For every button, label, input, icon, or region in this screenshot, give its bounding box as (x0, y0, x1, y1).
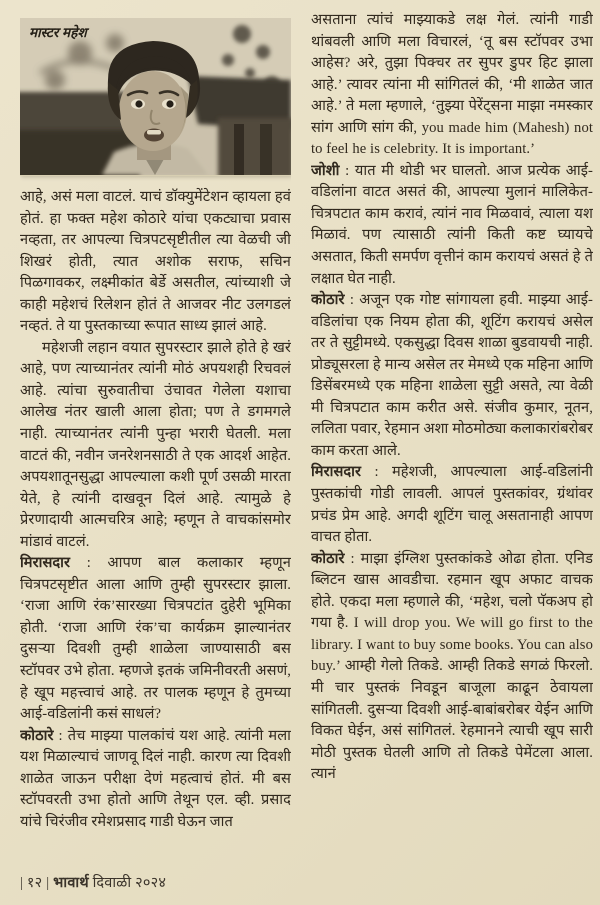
paragraph (20, 187, 291, 338)
speaker-name: कोठारे (311, 550, 345, 567)
issue-label: दिवाळी २०२४ (88, 875, 167, 891)
speaker-name: कोठारे (311, 292, 345, 309)
paragraph-text: महेशजी, आपल्याला आई-वडिलांनी पुस्तकांची गोडी लावली. आपलं पुस्तकांवर, ग्रंथांवर प्रचंड प्रेम आहे. अगदी शूटिंग चालू असतानाही आपण वाचत होता. (311, 464, 593, 546)
photo-caption: मास्टर महेश (29, 25, 87, 40)
paragraph-text: तेच माझ्या पालकांचं यश आहे. त्यांनी मला यश मिळाल्याचं जाणवू दिलं नाही. कारण त्या दिवशी शाळेत जाऊन परीक्षा देणं महत्वाचं होतं. मी बस स्टॉपवरती उभा होतो आणि तेथून एल. व्ही. प्रसाद यांचे चिरंजीव रमेशप्रसाद गाडी घेऊन जात (20, 727, 291, 830)
paragraph-joshi (311, 161, 593, 290)
paragraph-text: अजून एक गोष्ट सांगायला हवी. माझ्या आई-वडिलांचा एक नियम होता की, शूटिंग करायचं असेल तर ते सुट्टीमध्ये. एकसुद्धा दिवस शाळा बुडवायची नाही. प्रोड्यूसरला हे मान्य असेल तर मेमध्ये एक महिना आणि डिसेंबरमध्ये एक महिना शाळेला सुट्टी असते, त्या वेळी मी चित्रपटात काम करीत असे. संजीव कुमार, नूतन, ललिता पवार, रेहमान अशा मोठमोठ्या कलाकारांबरोबर काम करता आले. (311, 292, 593, 459)
paragraph-kothare (311, 290, 593, 462)
left-column (20, 18, 291, 860)
speaker-separator: : (70, 555, 108, 572)
page-number: | १२ | (20, 875, 54, 891)
page-footer (20, 872, 166, 892)
speaker-name: कोठारे (20, 727, 54, 744)
paragraph-text: महेशजी लहान वयात सुपरस्टार झाले होते हे खरं आहे, पण त्याच्यानंतर त्यांनी मोठं अपयशही रिचवलं आहे. त्यांचा सुरुवातीचा उंचावत गेलेला यशाचा आलेख नंतर खाली आला होता; पण ते डगमगले नाही. त्याच्यानंतर त्यांनी पुन्हा भरारी घेतली. मला वाटतं की, नवीन जनरेशनसाठी ते एक आदर्श आहेत. अपयशातूनसुद्धा आपल्याला कशी पूर्ण उसळी मारता येते, हे त्यांनी दाखवून दिलं आहे. त्यामुळे हे प्रेरणादायी आत्मचरित्र आहे; म्हणून ते वाचकांसमोर मांडावं वाटलं. (20, 339, 291, 550)
speaker-name: मिरासदार (311, 464, 362, 481)
boy-portrait-image (20, 18, 291, 175)
photo-master-mahesh (20, 18, 291, 175)
speaker-separator: : (344, 292, 360, 309)
paragraph-text: माझा इंग्लिश पुस्तकांकडे ओढा होता. एनिड ब्लिटन खास आवडीचा. रहमान खूप अफाट वाचक होते. एकदा मला म्हणाले की, ‘महेश, चलो पॅकअप हो गया है. I will drop you. We will go first to the library. I want to buy some books. You can also buy.’ आम्ही गेलो तिकडे. आम्ही तिकडे सगळं फिरलो. मी चार पुस्तकं निवडून बाजूला काढून ठेवायला सांगितली. दुसऱ्या दिवशी आई-बाबांबरोबर येईन आणि विकत घेईन, असं सांगितलं. रेहमानने त्याची खूप सारी मोठी पुस्तक घेतली आणि तो तिकडे पेमेंटला आला. त्यानं (311, 550, 593, 783)
speaker-separator: : (344, 550, 361, 567)
speaker-name: जोशी (311, 162, 340, 179)
paragraph-text: आहे, असं मला वाटलं. याचं डॉक्युमेंटेशन व्हायला हवं होतं. हा फक्त महेश कोठारे यांचा एकट्याचा प्रवास नव्हता, तर आपल्या चित्रपटसृष्टीतील त्या वेळची जी शिखरं होती, त्यात अशोक सराफ, सचिन पिळगावकर, लक्ष्मीकांत बेर्डे असतील, त्यांच्याशी जे काही महेशचं रिलेशन होतं ते आजवर नीट उलगडलं नव्हतं. ते या पुस्तकाच्या रूपात साध्य झालं आहे. (20, 189, 291, 335)
magazine-title: भावार्थ (53, 875, 89, 891)
paragraph (20, 338, 291, 553)
paragraph (311, 10, 593, 161)
paragraph-kothare (311, 549, 593, 786)
paragraph-kothare (20, 726, 291, 834)
paragraph-mirasdar (311, 462, 593, 548)
paragraph-text: असताना त्यांचं माझ्याकडे लक्ष गेलं. त्यांनी गाडी थांबवली आणि मला विचारलं, ‘तू बस स्टॉपवर उभा आहेस? अरे, तुझा पिक्चर तर सुपर डुपर हिट झाला आहे.’ त्यावर त्यांना मी सांगितलं की, ‘मी शाळेत जात आहे.’ ते मला म्हणाले, ‘तुझ्या पेरेंट्सना माझा नमस्कार सांग आणि सांग की, you made him (Mahesh) not to feel he is celebrity. It is important.’ (311, 12, 593, 158)
paragraph-text: आपण बाल कलाकार म्हणून चित्रपटसृष्टीत आला आणि तुम्ही सुपरस्टार झाला. ‘राजा आणि रंक’सारख्या चित्रपटांत दुहेरी भूमिका होती. ‘राजा आणि रंक’चा कार्यक्रम झाल्यानंतर दुसऱ्या दिवशी तुम्ही शाळेला जाण्यासाठी बस स्टॉपवर उभे होता. म्हणजे इतकं जमिनीवरती असणं, हे खूप महत्त्वाचं आहे. तर पालक म्हणून हे तुमच्या आई-वडिलांनी कसं साधलं? (20, 555, 291, 723)
speaker-separator: : (53, 727, 68, 744)
speaker-separator: : (361, 464, 392, 481)
paragraph-mirasdar (20, 553, 291, 725)
paragraph-text: यात मी थोडी भर घालतो. आज प्रत्येक आई-वडिलांना वाटत असतं की, आपल्या मुलानं मालिकेत-चित्रपटात काम करावं, त्यांनं नाव मिळवावं, त्याला यश मिळावं. पण त्यासाठी त्यांनी किती कष्ट घ्यायचे असतात, किती समर्पण वृत्तीनं काम करायचं असतं हे ते लक्षात घेत नाही. (311, 162, 593, 287)
speaker-separator: : (339, 162, 355, 179)
speaker-name: मिरासदार (20, 555, 71, 572)
right-column (311, 10, 593, 860)
